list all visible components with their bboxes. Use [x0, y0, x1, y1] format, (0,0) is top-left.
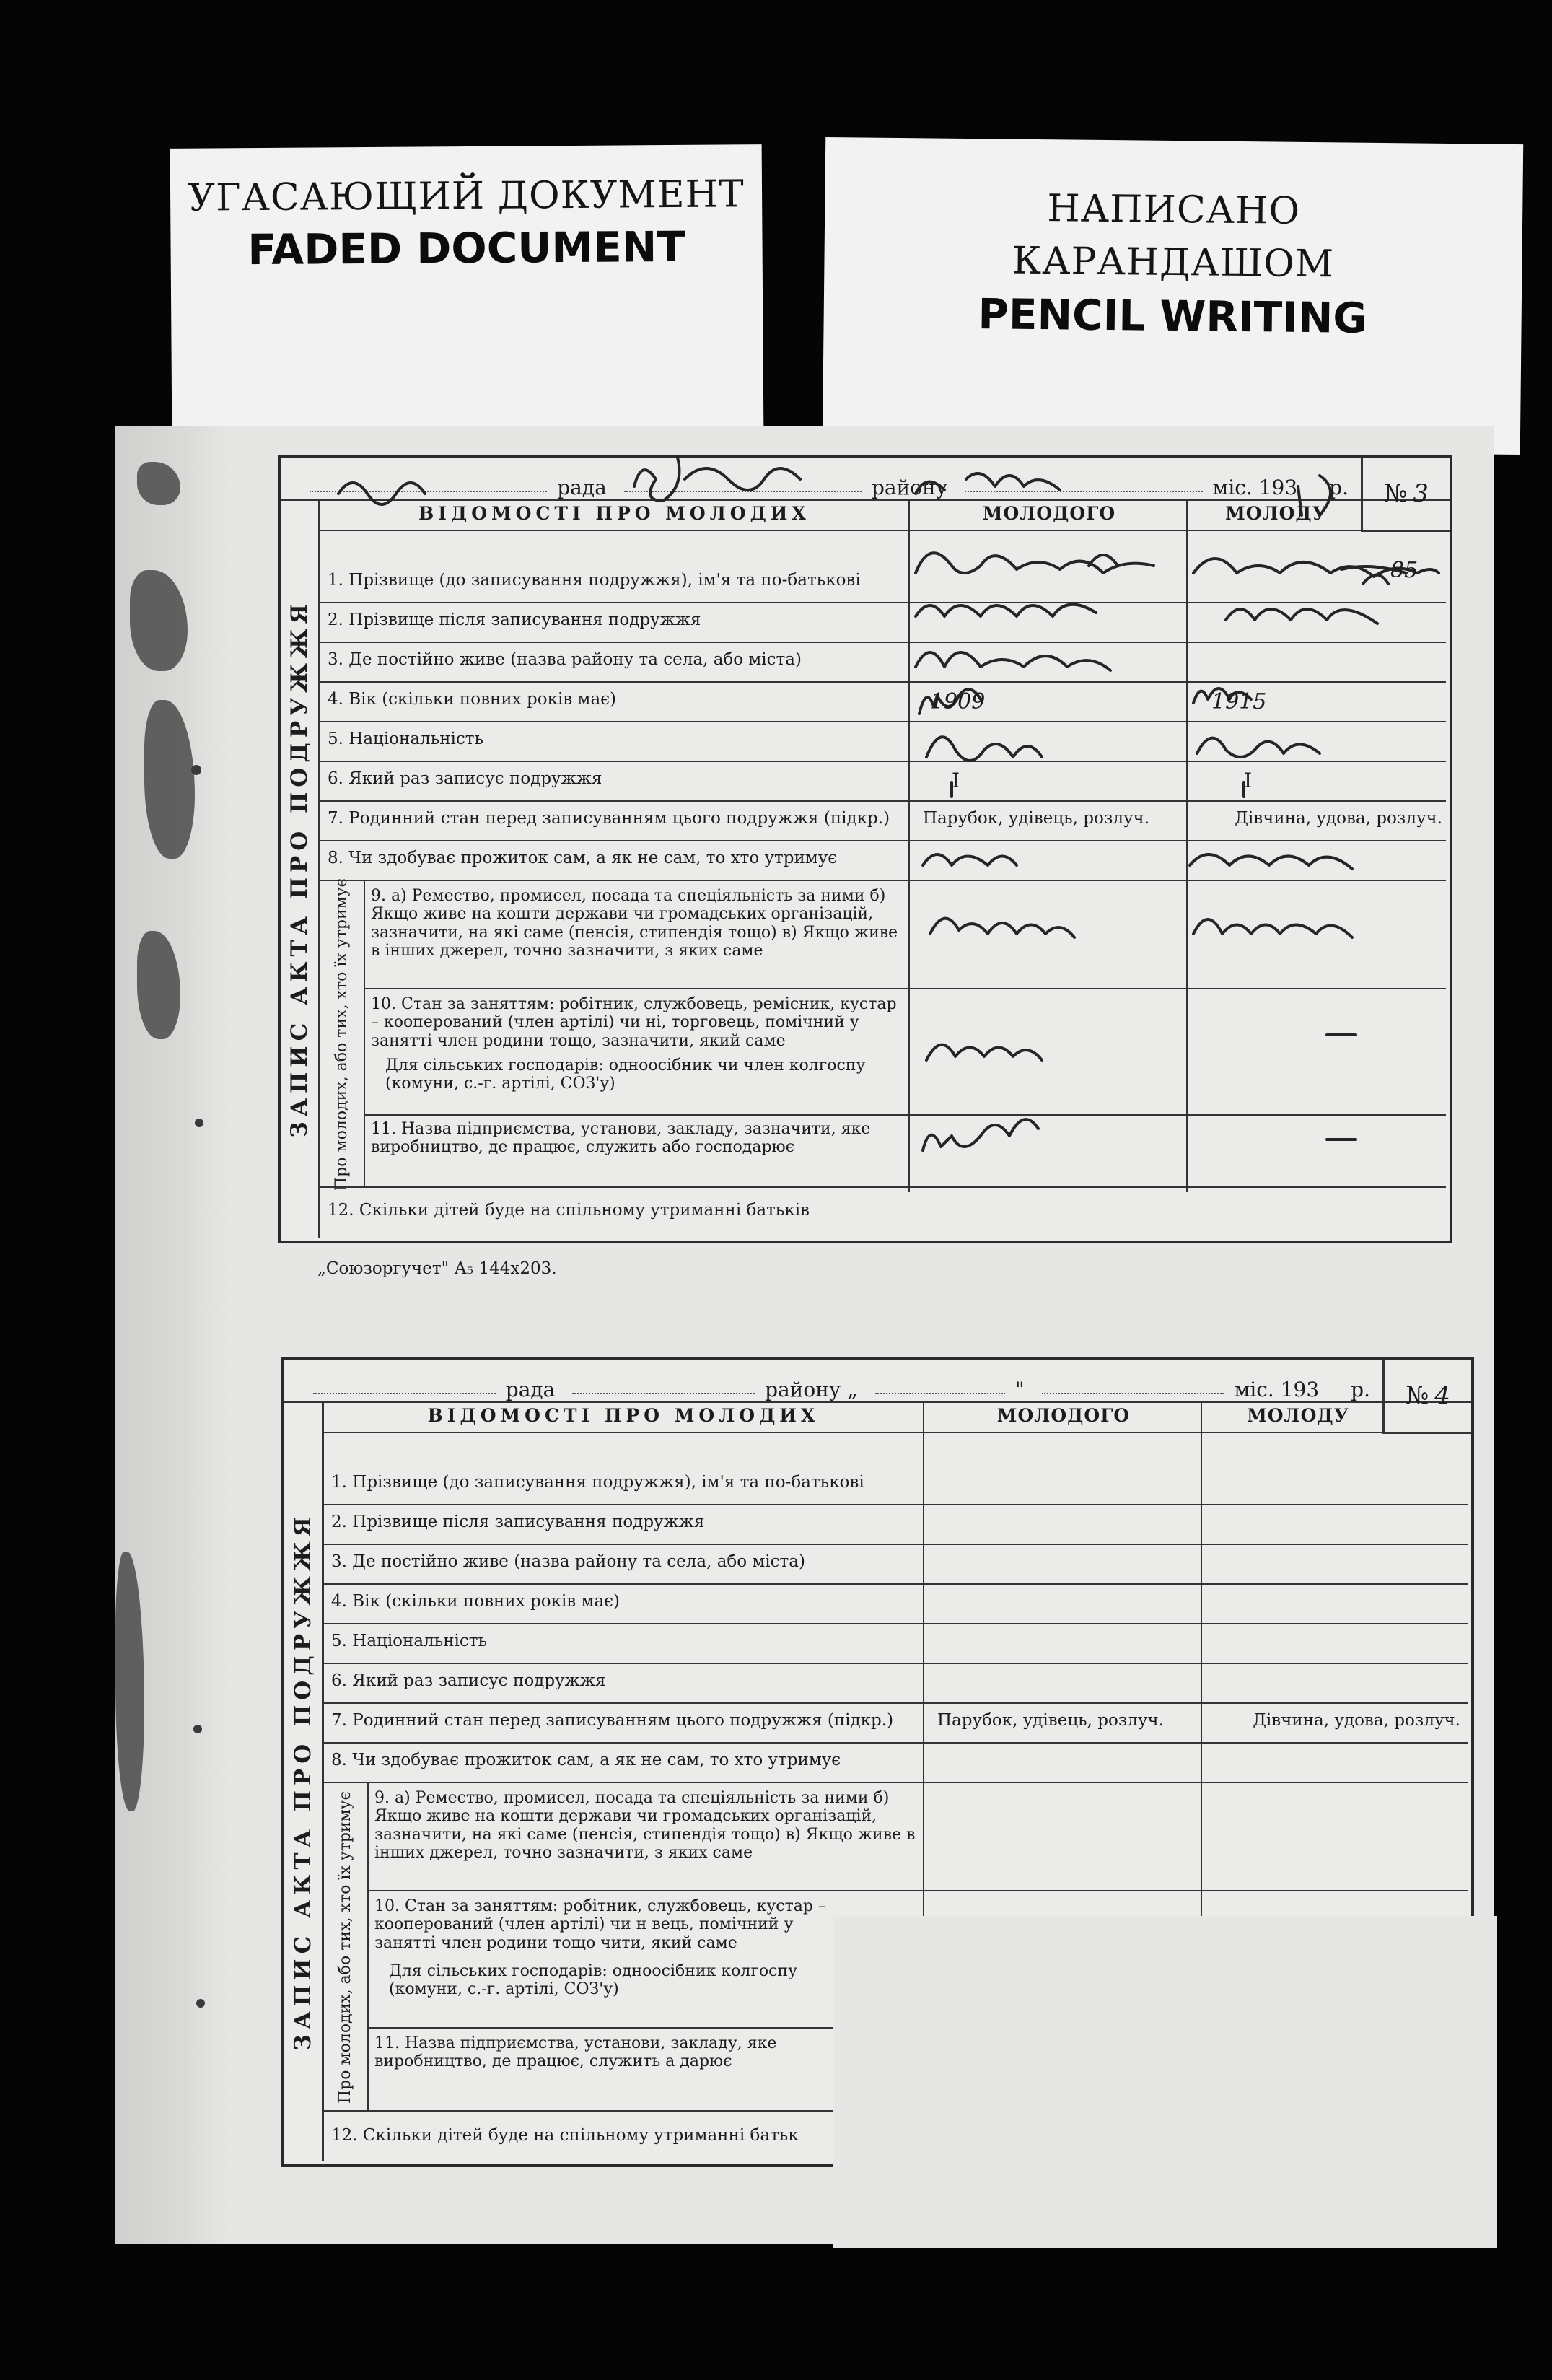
- groom-marriage-count: I: [952, 769, 960, 792]
- header-month: міс. 193: [1212, 476, 1298, 499]
- row-label-6: 6. Який раз записує подружжя: [331, 1671, 606, 1690]
- pencil-label-russian-1: НАПИСАНО: [1047, 187, 1301, 233]
- blank-line: [875, 1393, 1005, 1394]
- sub-title-text: Про молодих, або тих, хто їх утримує: [336, 1790, 354, 2104]
- column-header-groom: МОЛОДОГО: [982, 504, 1116, 524]
- side-title-text: ЗАПИС АКТА ПРО ПОДРУЖЖЯ: [290, 1512, 316, 2051]
- record-number: 3: [1413, 479, 1429, 508]
- pencil-label-russian-2: КАРАНДАШОМ: [1012, 239, 1335, 286]
- row-label-12: 12. Скільки дітей буде на спільному утриманні батьк: [331, 2126, 799, 2145]
- column-header-bride: МОЛОДУ: [1247, 1406, 1349, 1426]
- row-label-3: 3. Де постійно живе (назва району та села, або міста): [328, 650, 802, 669]
- side-title: [284, 1401, 324, 2161]
- faded-document-label: [170, 144, 764, 437]
- grid-line: [324, 1663, 1468, 1664]
- pencil-label-english: PENCIL WRITING: [978, 289, 1368, 343]
- header-rada: рада: [505, 1378, 556, 1401]
- row-label-8: 8. Чи здобуває прожиток сам, а як не сам, то хто утримує: [328, 849, 838, 867]
- row-label-3: 3. Де постійно живе (назва району та села, або міста): [331, 1552, 805, 1571]
- grid-line: [367, 2027, 836, 2029]
- column-header-bride: МОЛОДУ: [1225, 504, 1328, 524]
- header-quote: ": [1014, 1378, 1025, 1401]
- marriage-record-form-1: [278, 455, 1452, 1243]
- row7-groom-options: Парубок, удівець, розлуч.: [923, 809, 1150, 828]
- row-label-8: 8. Чи здобуває прожиток сам, а як не сам, то хто утримує: [331, 1751, 841, 1769]
- pencil-writing-label: [823, 137, 1523, 455]
- row7-groom-options: Парубок, удівець, розлуч.: [937, 1711, 1165, 1730]
- punch-hole: [196, 1999, 205, 2008]
- groom-birth-year: 1909: [930, 690, 986, 714]
- blank-line: [313, 1393, 496, 1394]
- header-year-suffix: р.: [1351, 1378, 1370, 1401]
- row-label-6: 6. Який раз записує подружжя: [328, 769, 602, 788]
- row-label-9: 9. а) Ремество, промисел, посада та спеціяльність за ними б) Якщо живе на кошти держави чи громадських організацій, зазначити, на які саме (пенсія, стипендія тощо) в) Якщо живе в інших джерел, точно зазначити, з яких саме: [371, 887, 898, 960]
- grid-line: [324, 1544, 1468, 1545]
- row-label-10: 10. Стан за заняттям: робітник, службовець, ремісник, кустар – кооперований (член артілі) чи ні, торговець, помічний у занятті член родини тощо, зазначити, який саме: [371, 995, 897, 1050]
- blank-line: [1042, 1393, 1224, 1394]
- row-label-4: 4. Вік (скільки повних років має): [328, 690, 617, 709]
- header-raion: району: [872, 476, 948, 499]
- row-label-2: 2. Прізвище після записування подружжя: [331, 1513, 705, 1531]
- record-sheet: [115, 426, 1494, 2244]
- grid-line: [324, 1583, 1468, 1585]
- number-prefix: №: [1406, 1381, 1429, 1410]
- column-header-info: ВІДОМОСТІ ПРО МОЛОДИХ: [427, 1406, 820, 1426]
- sub-title: [324, 1783, 369, 2112]
- punch-hole: [195, 1119, 203, 1127]
- row-label-9: 9. а) Ремество, промисел, посада та спеціяльність за ними б) Якщо живе на кошти держави чи громадських організацій, зазначити, на які саме (пенсія, стипендія тощо) в) Якщо живе в інших джерел, точно зазначити, з яких саме: [374, 1789, 916, 1862]
- row-label-10: 10. Стан за заняттям: робітник, службовець, кустар – кооперований (член артілі) чи н вець, помічний у занятті член родини тощо чити, який саме: [374, 1897, 826, 1952]
- row-label-5: 5. Національність: [331, 1632, 488, 1650]
- pencil-handwriting: [281, 458, 1450, 1241]
- grid-line: [324, 1742, 1468, 1744]
- side-title-text: ЗАПИС АКТА ПРО ПОДРУЖЖЯ: [286, 599, 312, 1138]
- record-number: 4: [1434, 1381, 1450, 1410]
- row-label-11: 11. Назва підприємства, установи, закладу, зазначити, яке виробництво, де працює, служить або господарює: [371, 1120, 871, 1157]
- torn-binding-edge: [115, 426, 231, 2244]
- torn-missing-area: [833, 1916, 1497, 2248]
- record-number-box: [1382, 1360, 1471, 1434]
- row7-bride-options: Дівчина, удова, розлуч.: [1235, 809, 1442, 828]
- grid-line: [324, 1432, 1468, 1433]
- header-year-suffix: р.: [1329, 476, 1349, 499]
- punch-hole: [193, 1725, 202, 1733]
- grid-line: [324, 1623, 1468, 1624]
- punch-hole: [191, 765, 201, 775]
- row-label-4: 4. Вік (скільки повних років має): [331, 1592, 621, 1611]
- header-rada: рада: [557, 476, 607, 499]
- row-label-11: 11. Назва підприємства, установи, закладу, яке виробництво, де працює, служить а дарює: [374, 2034, 777, 2071]
- column-header-info: ВІДОМОСТІ ПРО МОЛОДИХ: [418, 504, 810, 524]
- grid-line: [324, 1782, 1468, 1783]
- bride-birth-year: 1915: [1211, 690, 1267, 714]
- row-label-10-rural: Для сільських господарів: одноосібник чи член колгоспу (комуни, с.-г. артілі, СОЗ'у): [385, 1056, 866, 1093]
- grid-line: [324, 1504, 1468, 1505]
- row-label-1: 1. Прізвище (до записування подружжя), ім'я та по-батькові: [331, 1473, 864, 1492]
- row-label-12: 12. Скільки дітей буде на спільному утриманні батьків: [328, 1201, 810, 1220]
- margin-number: 85: [1390, 559, 1419, 583]
- number-prefix: №: [1384, 479, 1408, 508]
- form-header: [284, 1360, 1471, 1403]
- sub-title-text: Про молодих, або тих, хто їх утримує: [332, 878, 351, 1191]
- grid-line: [367, 1890, 1468, 1891]
- row-label-7: 7. Родинний стан перед записуванням цього подружжя (підкр.): [331, 1711, 894, 1730]
- row-label-2: 2. Прізвище після записування подружжя: [328, 611, 701, 629]
- header-raion: району „: [765, 1378, 858, 1401]
- blank-line: [572, 1393, 755, 1394]
- faded-label-russian: УГАСАЮЩИЙ ДОКУМЕНТ: [188, 172, 745, 220]
- grid-line: [324, 2110, 836, 2112]
- bride-marriage-count: I: [1244, 769, 1253, 792]
- row7-bride-options: Дівчина, удова, розлуч.: [1253, 1711, 1460, 1730]
- row-label-1: 1. Прізвище (до записування подружжя), ім'я та по-батькові: [328, 571, 861, 590]
- column-header-groom: МОЛОДОГО: [996, 1406, 1131, 1426]
- row-label-10-rural: Для сільських господарів: одноосібник колгоспу (комуни, с.-г. артілі, СОЗ'у): [389, 1962, 798, 1999]
- faded-label-english: FADED DOCUMENT: [247, 222, 686, 274]
- print-imprint: „Союзоргучет" А₅ 144х203.: [317, 1259, 557, 1278]
- grid-line: [324, 1702, 1468, 1704]
- header-month: міс. 193: [1234, 1378, 1320, 1401]
- row-label-5: 5. Національність: [328, 730, 484, 748]
- row-label-7: 7. Родинний стан перед записуванням цього подружжя (підкр.): [328, 809, 890, 828]
